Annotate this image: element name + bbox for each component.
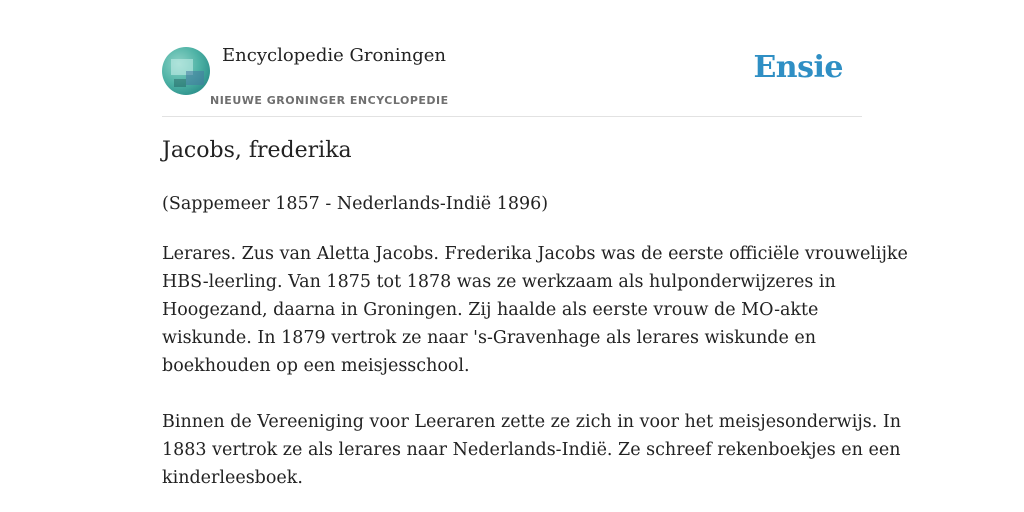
avatar-image-detail	[186, 71, 204, 85]
article-text-line: Lerares. Zus van Aletta Jacobs. Frederika Jacobs was de eerste officiële vrouwelijke	[162, 244, 908, 264]
ensie-logo-link[interactable]: Ensie	[753, 50, 843, 85]
article-text-line: HBS-leerling. Van 1875 tot 1878 was ze werkzaam als hulponderwijzeres in	[162, 272, 836, 292]
site-avatar[interactable]	[162, 47, 210, 95]
article-text-line: 1883 vertrok ze als lerares naar Nederlands-Indië. Ze schreef rekenboekjes en een	[162, 440, 901, 460]
site-header	[162, 40, 862, 117]
paragraph-spacer	[162, 380, 882, 408]
article-title: Jacobs, frederika	[162, 138, 352, 163]
article-text-line: wiskunde. In 1879 vertrok ze naar 's-Gravenhage als lerares wiskunde en	[162, 328, 817, 348]
article-body	[162, 240, 908, 492]
article-text-line: boekhouden op een meisjesschool.	[162, 356, 470, 376]
article-lifespan: (Sappemeer 1857 - Nederlands-Indië 1896)	[162, 194, 549, 214]
avatar-image-detail	[174, 79, 186, 87]
site-title[interactable]: Encyclopedie Groningen	[222, 45, 447, 66]
article-text-line: Binnen de Vereeniging voor Leeraren zette ze zich in voor het meisjesonderwijs. In	[162, 412, 902, 432]
article-text-line: kinderleesboek.	[162, 468, 303, 488]
site-subtitle: NIEUWE GRONINGER ENCYCLOPEDIE	[210, 94, 449, 107]
article-text-line: Hoogezand, daarna in Groningen. Zij haalde als eerste vrouw de MO-akte	[162, 300, 819, 320]
